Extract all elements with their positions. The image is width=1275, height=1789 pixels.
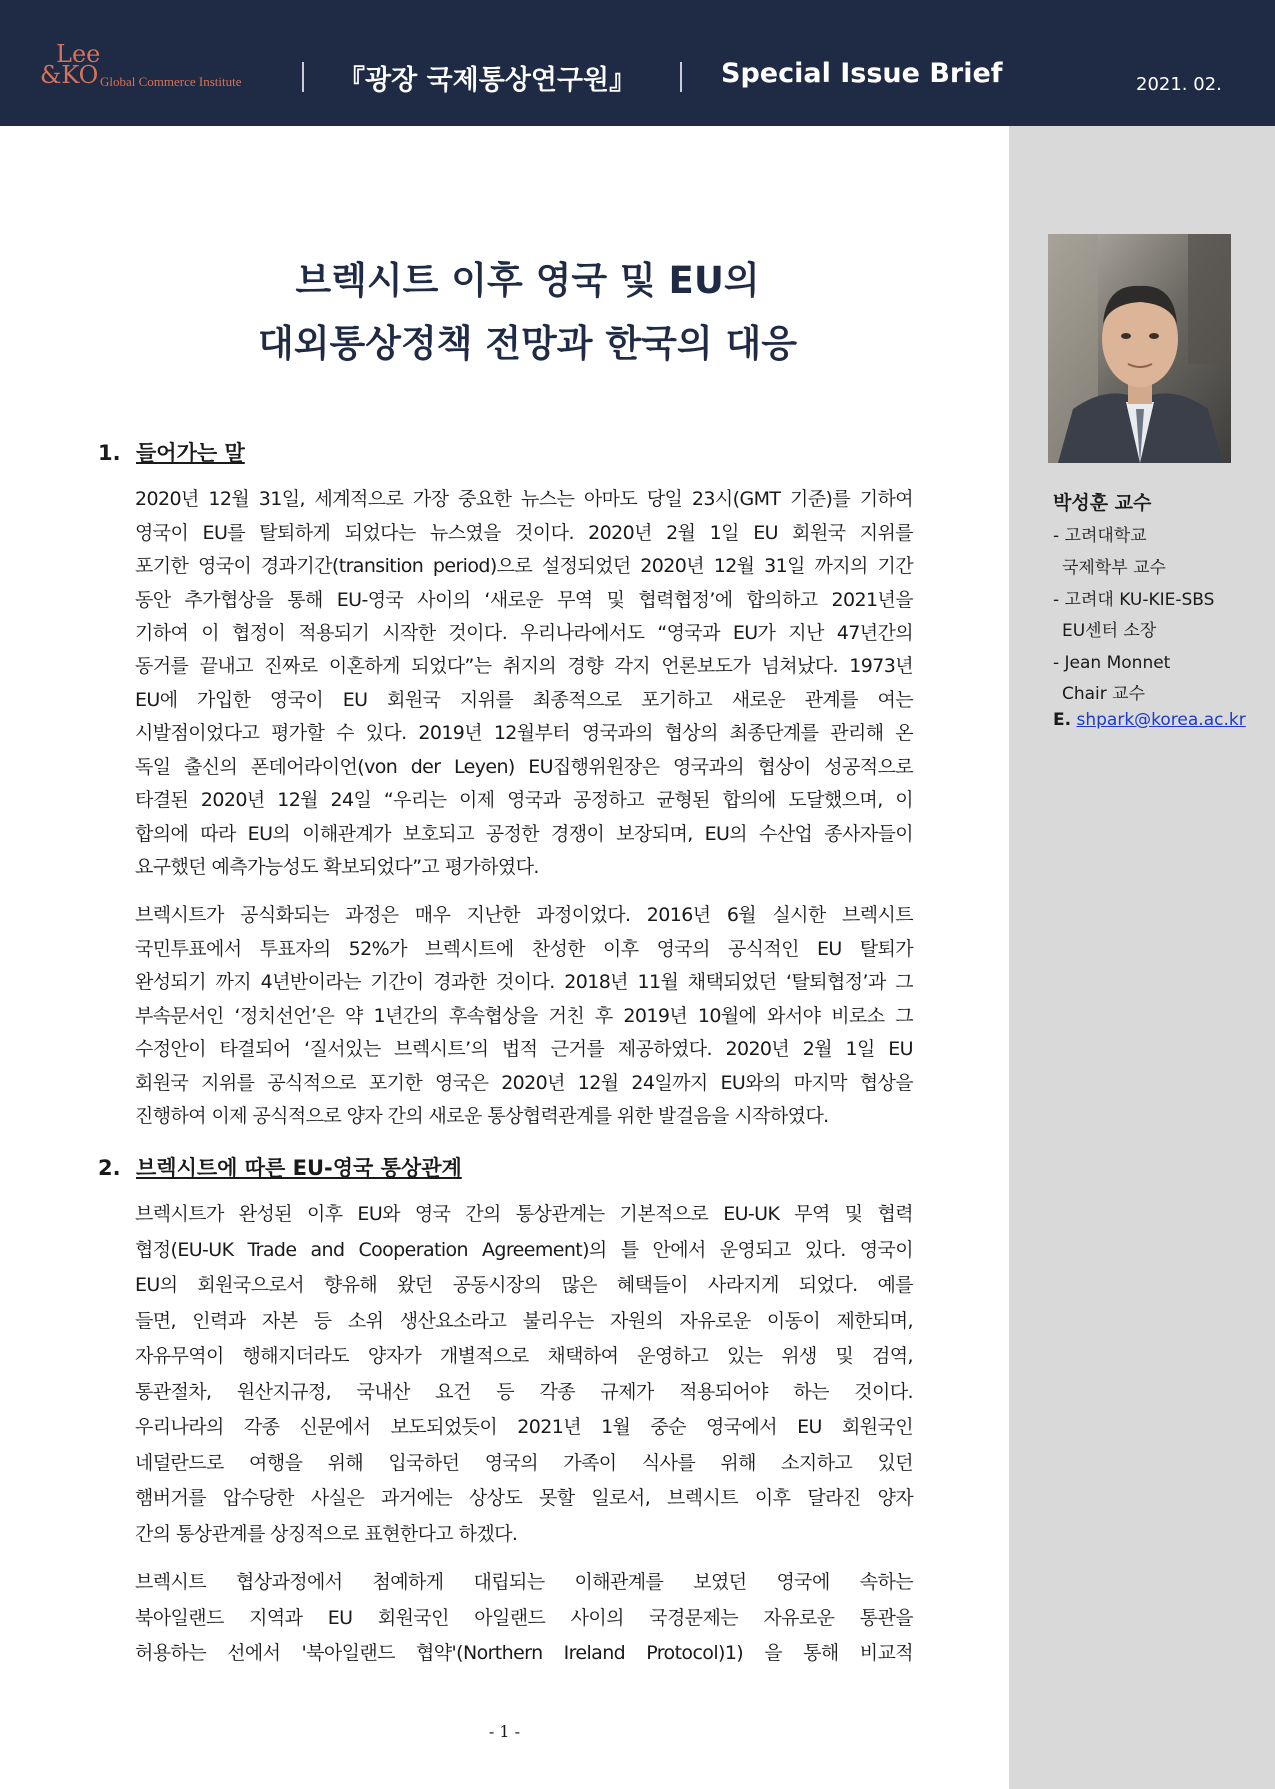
- institute-name: 『광장 국제통상연구원』: [338, 65, 637, 96]
- body-text-line: 브렉시트가 공식화되는 과정은 매우 지난한 과정이었다. 2016년 6월 실시한 브렉시트: [135, 904, 913, 926]
- logo-lee-text: Lee: [56, 40, 101, 68]
- body-text-line: 부속문서인 ‘정치선언’은 약 1년간의 후속협상을 거친 후 2019년 10월에 와서야 비로소 그: [135, 1005, 913, 1027]
- body-text-line: 동안 추가협상을 통해 EU-영국 사이의 ‘새로운 무역 및 협력협정’에 합의하고 2021년을: [135, 589, 913, 611]
- body-text-line: 완성되기 까지 4년반이라는 기간이 경과한 것이다. 2018년 11월 채택되었던 ‘탈퇴협정’과 그: [135, 971, 913, 993]
- section-number: 1.: [98, 441, 121, 465]
- body-text-line: 허용하는 선에서 '북아일랜드 협약'(Northern Ireland Protocol)1) 을 통해 비교적: [135, 1642, 913, 1664]
- header-divider: [680, 62, 682, 92]
- header-divider: [302, 62, 304, 92]
- section-number: 2.: [98, 1156, 121, 1180]
- section-heading: [98, 1152, 462, 1182]
- logo-ko-text: &KO: [40, 61, 99, 89]
- section-title: 들어가는 말: [136, 441, 245, 465]
- author-photo: [1048, 234, 1231, 463]
- body-text-line: 국민투표에서 투표자의 52%가 브렉시트에 찬성한 이후 영국의 공식적인 EU 탈퇴가: [135, 938, 913, 960]
- body-text-line: 들면, 인력과 자본 등 소위 생산요소라고 불리우는 자원의 자유로운 이동이 제한되며,: [135, 1310, 913, 1332]
- body-text-line: 회원국 지위를 공식적으로 포기한 영국은 2020년 12월 24일까지 EU와의 마지막 협상을: [135, 1072, 913, 1094]
- header-banner: [0, 0, 1275, 126]
- body-text-line: 간의 통상관계를 상징적으로 표현한다고 하겠다.: [135, 1523, 518, 1545]
- body-text-line: 자유무역이 행해지더라도 양자가 개별적으로 채택하여 운영하고 있는 위생 및 검역,: [135, 1345, 913, 1367]
- author-name: 박성훈 교수: [1053, 492, 1152, 514]
- body-text-line: 시발점이었다고 평가할 수 있다. 2019년 12월부터 영국과의 협상의 최종단계를 관리해 온: [135, 722, 913, 744]
- body-text-line: 협정(EU-UK Trade and Cooperation Agreement)의 틀 안에서 운영되고 있다. 영국이: [135, 1239, 913, 1261]
- author-portrait-image: [1048, 234, 1231, 463]
- page-number: - 1 -: [488, 1722, 521, 1741]
- author-affiliation-line: - 고려대 KU-KIE-SBS: [1053, 590, 1215, 610]
- author-affiliation-line: - 고려대학교: [1053, 526, 1147, 546]
- body-text-line: 기하여 이 협정이 적용되기 시작한 것이다. 우리나라에서도 “영국과 EU가 지난 47년간의: [135, 622, 913, 644]
- body-text-line: 진행하여 이제 공식적으로 양자 간의 새로운 통상협력관계를 위한 발걸음을 시작하였다.: [135, 1105, 829, 1127]
- body-text-line: 브렉시트 협상과정에서 첨예하게 대립되는 이해관계를 보였던 영국에 속하는: [135, 1571, 913, 1593]
- body-text-line: 통관절차, 원산지규정, 국내산 요건 등 각종 규제가 적용되어야 하는 것이다.: [135, 1381, 913, 1403]
- author-affiliation-line: EU센터 소장: [1062, 621, 1157, 641]
- document-title-line1: 브렉시트 이후 영국 및 EU의: [295, 259, 760, 302]
- body-text-line: 포기한 영국이 경과기간(transition period)으로 설정되었던 2020년 12월 31일 까지의 기간: [135, 555, 913, 577]
- author-email-link[interactable]: shpark@korea.ac.kr: [1076, 710, 1246, 730]
- author-affiliation-line: 국제학부 교수: [1062, 558, 1166, 578]
- body-text-line: EU의 회원국으로서 향유해 왔던 공동시장의 많은 혜택들이 사라지게 되었다. 예를: [135, 1274, 913, 1296]
- section-heading: [98, 437, 245, 467]
- document-title-line2: 대외통상정책 전망과 한국의 대응: [257, 322, 798, 365]
- author-email-row: [1053, 710, 1246, 730]
- body-text-line: EU에 가입한 영국이 EU 회원국 지위를 최종적으로 포기하고 새로운 관계를 여는: [135, 689, 913, 711]
- body-text-line: 수정안이 타결되어 ‘질서있는 브렉시트’의 법적 근거를 제공하였다. 2020년 2월 1일 EU: [135, 1038, 913, 1060]
- author-affiliation-line: - Jean Monnet: [1053, 653, 1171, 673]
- body-text-line: 타결된 2020년 12월 24일 “우리는 이제 영국과 공정하고 균형된 합의에 도달했으며, 이: [135, 789, 913, 811]
- body-text-line: 영국이 EU를 탈퇴하게 되었다는 뉴스였을 것이다. 2020년 2월 1일 EU 회원국 지위를: [135, 522, 913, 544]
- body-text-line: 독일 출신의 폰데어라이언(von der Leyen) EU집행위원장은 영국과의 협상이 성공적으로: [135, 756, 913, 778]
- email-label: E.: [1053, 710, 1072, 730]
- body-text-line: 합의에 따라 EU의 이해관계가 보호되고 공정한 경쟁이 보장되며, EU의 수산업 종사자들이: [135, 823, 913, 845]
- logo-subtitle: Global Commerce Institute: [100, 74, 242, 89]
- body-text-line: 2020년 12월 31일, 세계적으로 가장 중요한 뉴스는 아마도 당일 23시(GMT 기준)를 기하여: [135, 488, 913, 510]
- body-text-line: 요구했던 예측가능성도 확보되었다”고 평가하였다.: [135, 856, 539, 878]
- body-text-line: 네덜란드로 여행을 위해 입국하던 영국의 가족이 식사를 위해 소지하고 있던: [135, 1452, 913, 1474]
- brief-type: Special Issue Brief: [721, 58, 1003, 89]
- body-text-line: 브렉시트가 완성된 이후 EU와 영국 간의 통상관계는 기본적으로 EU-UK 무역 및 협력: [135, 1203, 913, 1225]
- body-text-line: 햄버거를 압수당한 사실은 과거에는 상상도 못할 일로서, 브렉시트 이후 달라진 양자: [135, 1487, 913, 1509]
- body-text-line: 동거를 끝내고 진짜로 이혼하게 되었다”는 취지의 경향 각지 언론보도가 넘쳐났다. 1973년: [135, 655, 913, 677]
- section-title: 브렉시트에 따른 EU-영국 통상관계: [136, 1156, 462, 1180]
- lee-ko-logo: [40, 42, 270, 92]
- author-affiliation-line: Chair 교수: [1062, 684, 1146, 704]
- issue-date: 2021. 02.: [1136, 74, 1222, 95]
- body-text-line: 북아일랜드 지역과 EU 회원국인 아일랜드 사이의 국경문제는 자유로운 통관을: [135, 1607, 913, 1629]
- body-text-line: 우리나라의 각종 신문에서 보도되었듯이 2021년 1월 중순 영국에서 EU 회원국인: [135, 1416, 913, 1438]
